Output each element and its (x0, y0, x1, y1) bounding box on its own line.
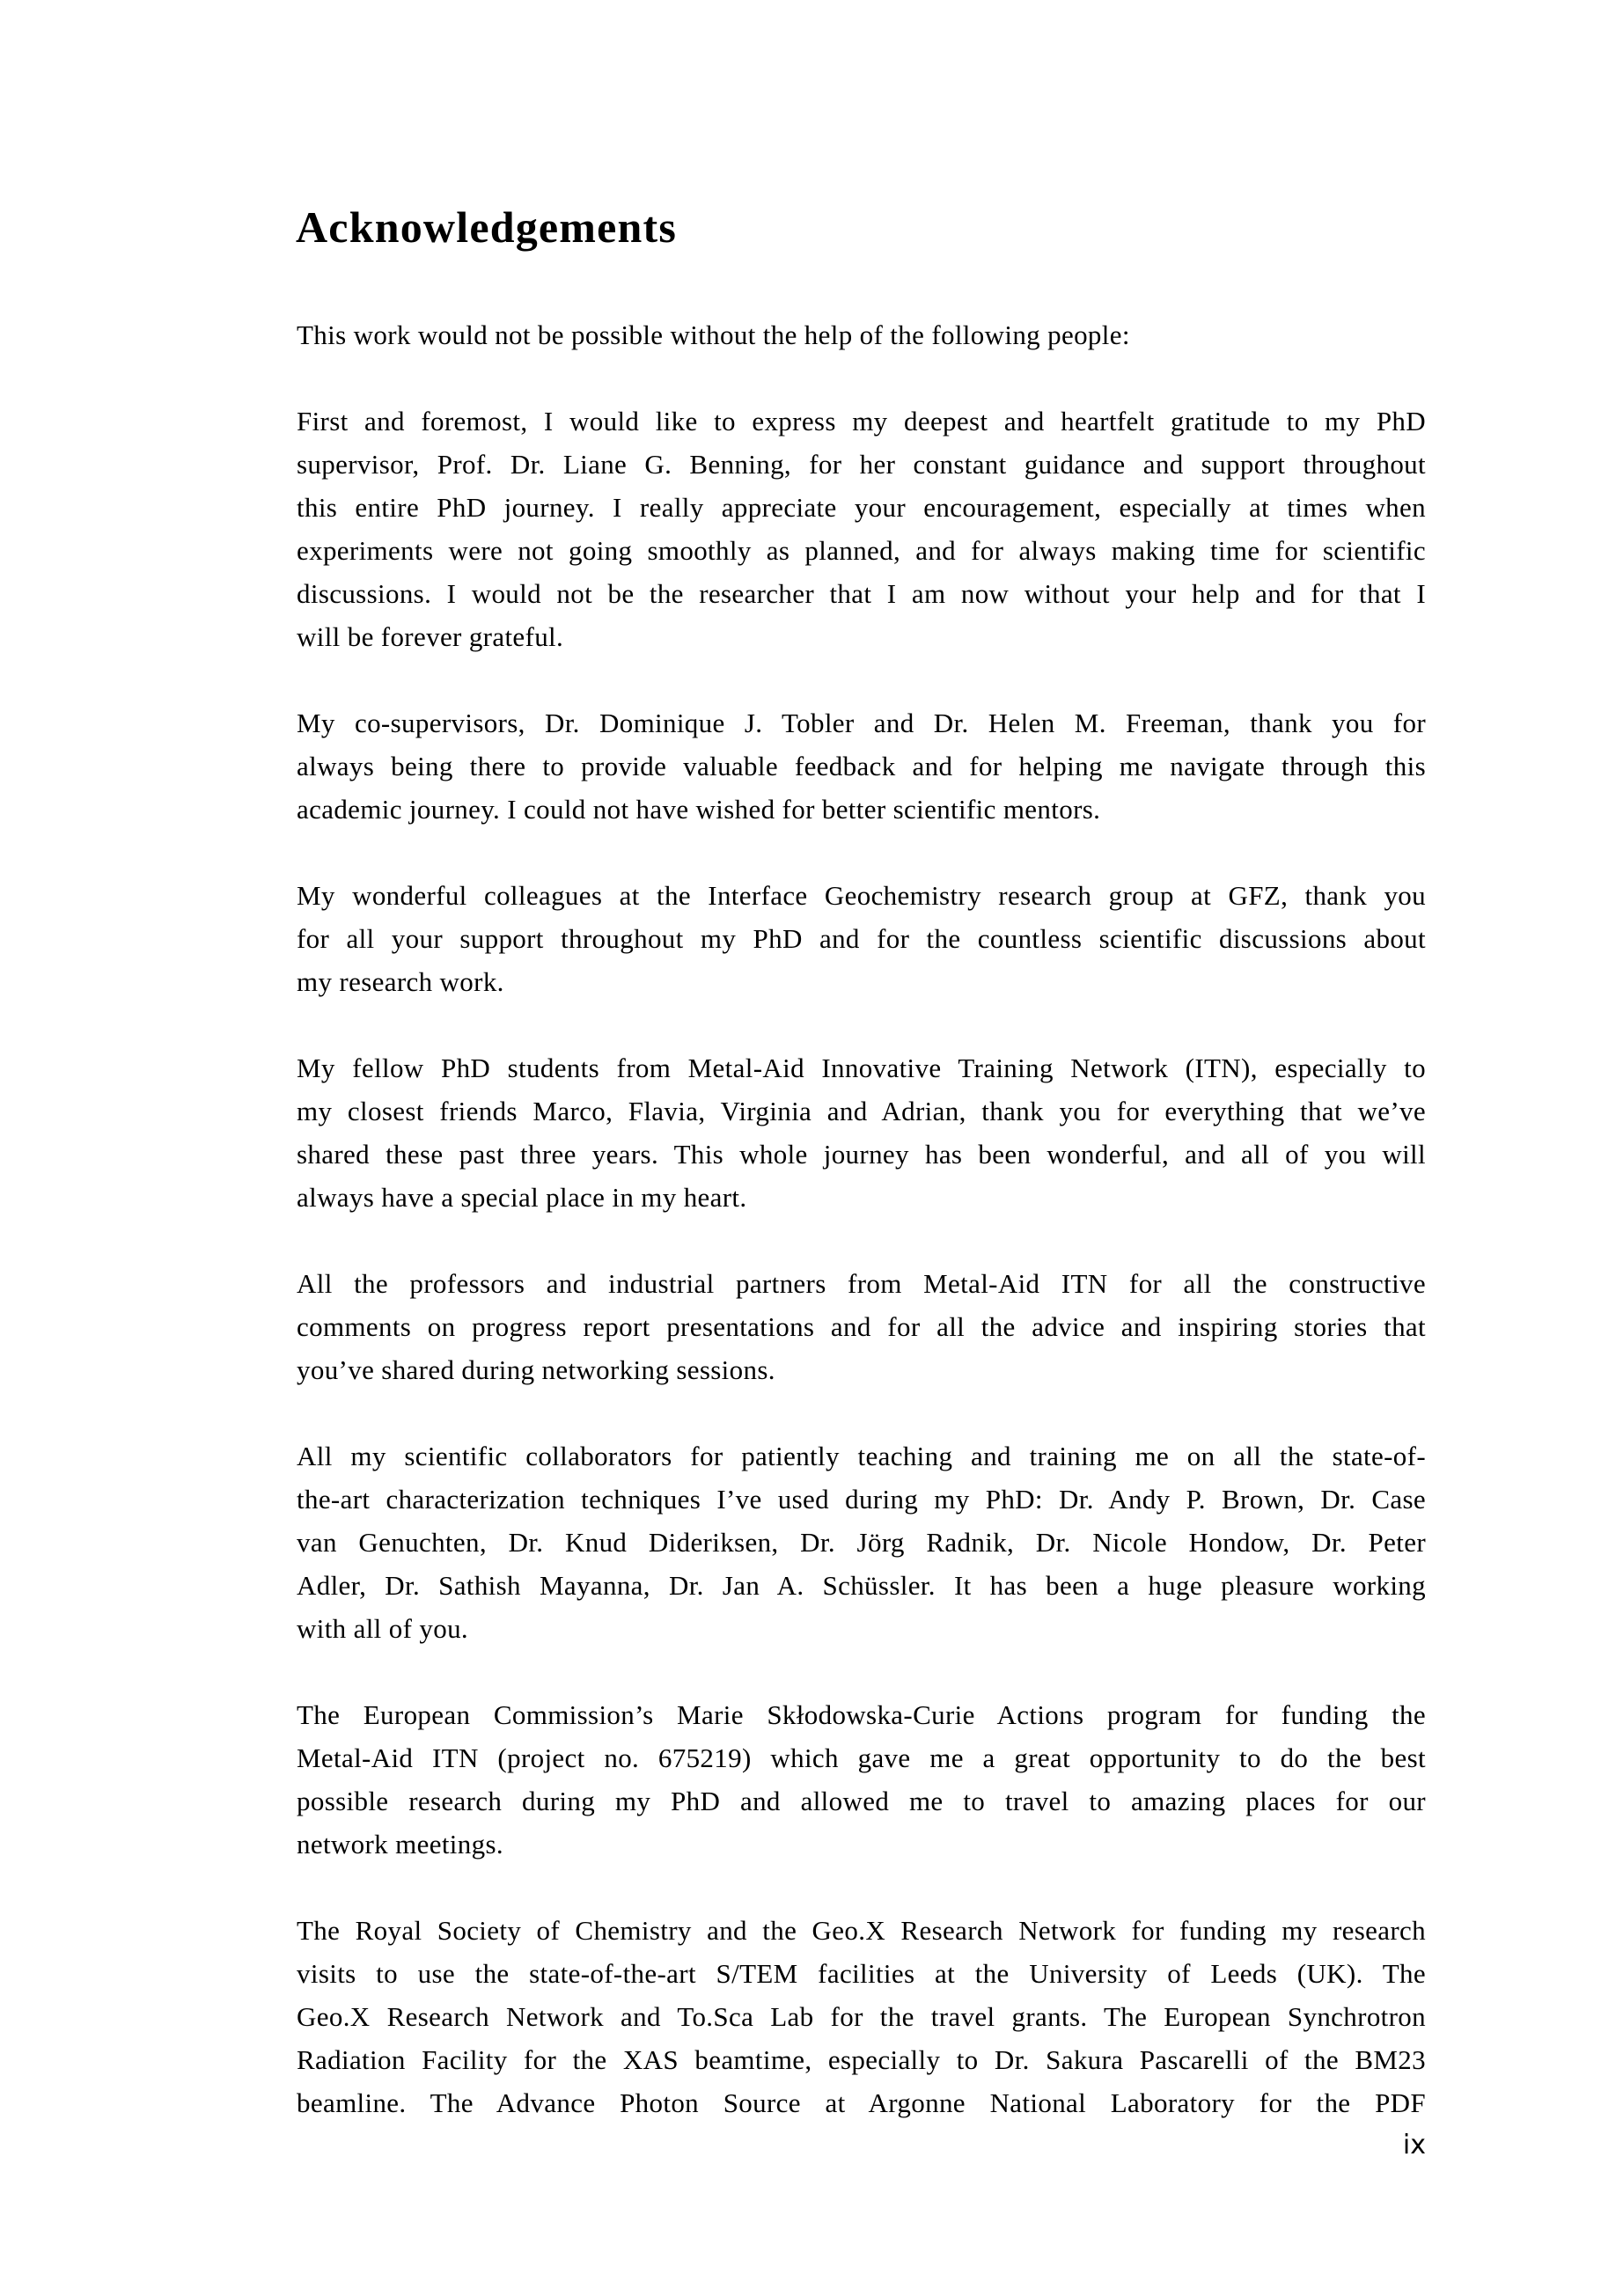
text-line: for all your support throughout my PhD and for the countless scientific discussions about (297, 923, 1426, 954)
page-title: Acknowledgements (296, 202, 678, 252)
text-line: experiments were not going smoothly as planned, and for always making time for scientific (297, 535, 1426, 566)
paragraph-fellow-students (297, 1046, 1426, 1219)
text-line: with all of you. (297, 1613, 469, 1644)
text-line: possible research during my PhD and allowed me to travel to amazing places for our (297, 1786, 1426, 1816)
paragraph-collaborators (297, 1434, 1426, 1650)
text-line: Radiation Facility for the XAS beamtime, especially to Dr. Sakura Pascarelli of the BM23 (297, 2044, 1426, 2075)
text-line: First and foremost, I would like to express my deepest and heartfelt gratitude to my PhD (297, 406, 1426, 436)
text-line: comments on progress report presentations and for all the advice and inspiring stories that (297, 1311, 1426, 1342)
text-line: All the professors and industrial partners from Metal-Aid ITN for all the constructive (297, 1268, 1426, 1299)
text-line: always have a special place in my heart. (297, 1182, 747, 1213)
text-line: you’ve shared during networking sessions. (297, 1354, 775, 1385)
text-line: All my scientific collaborators for patiently teaching and training me on all the state-of- (297, 1441, 1426, 1471)
text-line: The Royal Society of Chemistry and the Geo.X Research Network for funding my research (297, 1915, 1426, 1946)
text-line: Metal-Aid ITN (project no. 675219) which gave me a great opportunity to do the best (297, 1742, 1426, 1773)
text-line: will be forever grateful. (297, 621, 564, 652)
paragraph-supervisor (297, 400, 1426, 658)
text-line: supervisor, Prof. Dr. Liane G. Benning, for her constant guidance and support throughout (297, 449, 1426, 480)
paragraph-funding-msca (297, 1693, 1426, 1866)
paragraph-funding-rsc (297, 1909, 1426, 2124)
text-line: Adler, Dr. Sathish Mayanna, Dr. Jan A. Schüssler. It has been a huge pleasure working (297, 1570, 1426, 1601)
text-line: My wonderful colleagues at the Interface Geochemistry research group at GFZ, thank you (297, 880, 1426, 911)
text-line: network meetings. (297, 1829, 503, 1860)
paragraph-co-supervisors (297, 701, 1426, 831)
text-line: my research work. (297, 966, 504, 997)
text-line: discussions. I would not be the researcher that I am now without your help and for that I (297, 578, 1426, 609)
text-line: shared these past three years. This whole journey has been wonderful, and all of you will (297, 1139, 1426, 1170)
text-line: This work would not be possible without the help of the following people: (297, 319, 1130, 350)
text-line: academic journey. I could not have wished for better scientific mentors. (297, 794, 1101, 825)
paragraph-professors (297, 1262, 1426, 1391)
text-line: visits to use the state-of-the-art S/TEM facilities at the University of Leeds (UK). The (297, 1958, 1426, 1989)
text-line: My co-supervisors, Dr. Dominique J. Tobler and Dr. Helen M. Freeman, thank you for (297, 708, 1426, 738)
text-line: The European Commission’s Marie Skłodowska-Curie Actions program for funding the (297, 1699, 1426, 1730)
text-line: always being there to provide valuable feedback and for helping me navigate through this (297, 751, 1426, 781)
text-line: this entire PhD journey. I really appreciate your encouragement, especially at times when (297, 492, 1426, 523)
text-line: my closest friends Marco, Flavia, Virginia and Adrian, thank you for everything that we’ve (297, 1096, 1426, 1126)
text-line: van Genuchten, Dr. Knud Dideriksen, Dr. Jörg Radnik, Dr. Nicole Hondow, Dr. Peter (297, 1527, 1426, 1558)
text-line: My fellow PhD students from Metal-Aid Innovative Training Network (ITN), especially to (297, 1053, 1426, 1083)
page-number: ix (1402, 2130, 1426, 2160)
text-line: Geo.X Research Network and To.Sca Lab for the travel grants. The European Synchrotron (297, 2001, 1426, 2032)
acknowledgements-body (297, 313, 1426, 2168)
text-line: beamline. The Advance Photon Source at Argonne National Laboratory for the PDF (297, 2087, 1426, 2118)
paragraph-colleagues (297, 874, 1426, 1003)
paragraph-intro (297, 313, 1426, 356)
text-line: the-art characterization techniques I’ve used during my PhD: Dr. Andy P. Brown, Dr. Case (297, 1484, 1426, 1515)
